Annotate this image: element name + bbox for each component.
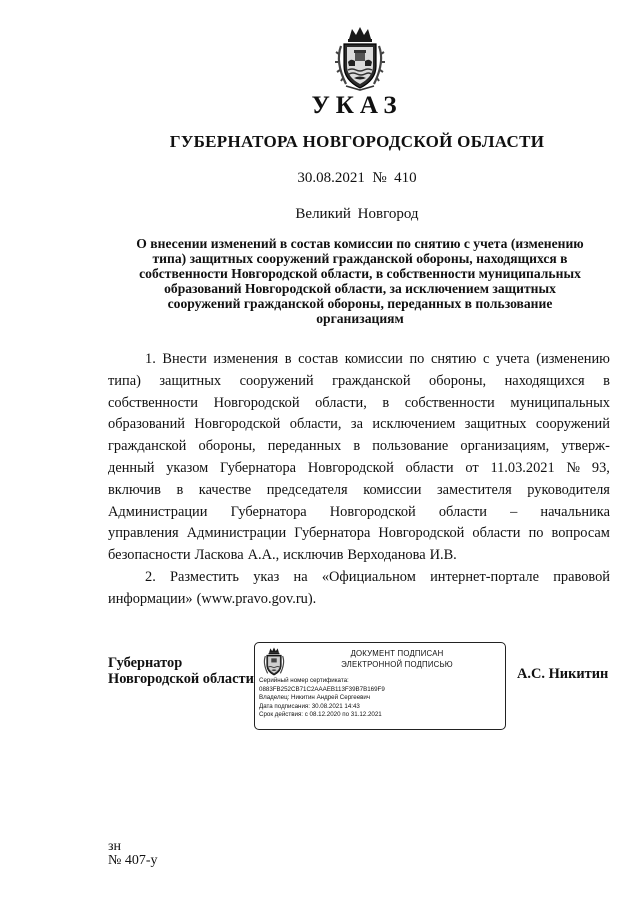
archive-reference	[108, 840, 158, 868]
text-line	[108, 523, 610, 545]
text-line	[108, 502, 610, 524]
word: от	[465, 459, 479, 476]
stamp-coat-of-arms-graphic	[260, 647, 288, 677]
word: сооружений	[535, 416, 610, 433]
word: «Официальном	[321, 568, 416, 585]
number-sign: №	[372, 170, 387, 186]
text-line	[108, 480, 610, 502]
word: указом	[166, 459, 209, 476]
word: состав	[298, 351, 339, 367]
text-line	[108, 393, 610, 415]
word: указ	[253, 568, 280, 585]
word: собственности	[404, 394, 495, 411]
document-body	[108, 349, 610, 611]
word: находящихся	[504, 372, 585, 389]
word: Губернатора	[219, 459, 297, 476]
title-line: собственности Новгородской области, в собственности муниципальных	[139, 266, 581, 281]
stamp-header	[291, 648, 503, 670]
word: 93,	[591, 459, 610, 476]
coat-of-arms-icon	[260, 647, 288, 677]
word: руководителя	[527, 481, 610, 498]
word: учета	[495, 351, 530, 367]
word: заместителя	[436, 481, 512, 498]
word: Губернатора	[230, 503, 307, 520]
word: управления	[108, 525, 179, 542]
word: комиссии	[363, 481, 422, 498]
word: пользование	[372, 438, 449, 455]
stamp-cert-number: 0883FB252CB71C2AAAEB113F39B7B169F9	[259, 685, 385, 693]
word: исключив	[283, 547, 344, 564]
word: обороны,	[198, 438, 256, 455]
word: в	[603, 372, 610, 389]
word: Внести	[162, 351, 207, 367]
title-line: сооружений гражданской обороны, переданных в пользование	[167, 296, 553, 311]
date-number-line	[0, 170, 640, 187]
coat-of-arms-icon	[330, 26, 390, 92]
text-line	[108, 371, 610, 393]
word: типа)	[108, 372, 141, 389]
word: сооружений	[239, 372, 314, 389]
paragraph-1	[108, 349, 610, 567]
document-title	[112, 236, 608, 326]
word: муниципальных	[510, 394, 610, 411]
word: области	[405, 459, 454, 476]
word: (www.pravo.gov.ru).	[196, 590, 317, 607]
word: снятию	[430, 351, 477, 367]
text-line	[108, 458, 610, 480]
archive-line-2: № 407-у	[108, 853, 158, 868]
issuer-title: ГУБЕРНАТОРА НОВГОРОДСКОЙ ОБЛАСТИ	[169, 132, 545, 151]
word: Губернатора	[294, 525, 371, 542]
signer-title-line-1: Губернатор	[108, 655, 183, 671]
title-line: образований Новгородской области, за исключением защитных	[164, 281, 556, 296]
word: комиссии	[344, 351, 403, 367]
word: денный	[108, 459, 155, 476]
document-date: 30.08.2021	[297, 170, 365, 186]
word: (изменению	[536, 351, 610, 367]
word: Новгородской	[213, 394, 300, 411]
word: утверж-	[561, 438, 610, 455]
word: в	[382, 394, 390, 411]
word: председателя	[266, 481, 348, 498]
text-line	[108, 414, 610, 436]
stamp-signed-date: Дата подписания: 30.08.2021 14:43	[259, 702, 360, 710]
text-line	[108, 567, 610, 589]
title-line: типа) защитных сооружений гражданской обороны, находящихся в	[152, 251, 568, 266]
word: организациям,	[460, 438, 550, 455]
word: собственности	[108, 394, 199, 411]
word: 1.	[145, 351, 156, 367]
stamp-owner: Владелец: Никитин Андрей Сергеевич	[259, 694, 371, 702]
title-line: организациям	[316, 311, 404, 326]
archive-line-1: зн	[108, 839, 122, 854]
word: исключением	[372, 416, 456, 433]
word: Администрации	[186, 525, 287, 542]
document-city: Великий Новгород	[295, 206, 419, 222]
word: изменения	[213, 351, 279, 367]
word: 2.	[145, 568, 156, 585]
word: Администрации	[108, 503, 208, 520]
word: в	[284, 351, 292, 367]
word: области	[438, 503, 487, 520]
text-line	[108, 545, 610, 567]
signer-name: А.С. Никитин	[517, 666, 609, 682]
word: области,	[315, 394, 367, 411]
word: включив	[108, 481, 161, 498]
signer-title-line-2: Новгородской области	[108, 671, 254, 687]
word: на	[293, 568, 308, 585]
stamp-details	[259, 677, 385, 720]
word: с	[482, 351, 490, 367]
word: в	[176, 481, 184, 498]
word: Новгородской	[378, 525, 465, 542]
document-type: УКАЗ	[311, 92, 403, 119]
word: Верходанова	[347, 547, 426, 564]
text-line	[108, 589, 610, 611]
word: образований	[108, 416, 185, 433]
word: Новгородской	[194, 416, 281, 433]
word: по	[409, 351, 425, 367]
word: качестве	[198, 481, 252, 498]
stamp-cert-label: Серийный номер сертификата:	[259, 677, 349, 684]
word: правовой	[553, 568, 610, 585]
word: Ласкова	[194, 547, 244, 564]
word: обороны,	[429, 372, 487, 389]
word: Новгородской	[329, 503, 416, 520]
word: гражданской	[332, 372, 411, 389]
stamp-header-line-1: ДОКУМЕНТ ПОДПИСАН	[350, 649, 444, 658]
word: защитных	[464, 416, 527, 433]
word: 11.03.2021	[490, 459, 555, 476]
word: за	[350, 416, 363, 433]
word: области,	[289, 416, 342, 433]
word: интернет-портале	[430, 568, 539, 585]
coat-of-arms-graphic	[330, 26, 390, 92]
word: переданных	[267, 438, 342, 455]
word: защитных	[159, 372, 222, 389]
text-line	[108, 349, 610, 371]
title-line: О внесении изменений в состав комиссии по снятию с учета (изменению	[136, 236, 584, 251]
word: начальника	[540, 503, 610, 520]
word: гражданской	[108, 438, 187, 455]
word: №	[566, 459, 581, 476]
word: вопросам	[551, 525, 610, 542]
word: по	[528, 525, 544, 542]
word: А.А.,	[247, 547, 280, 564]
word: И.В.	[429, 547, 457, 564]
stamp-header-line-2: ЭЛЕКТРОННОЙ ПОДПИСЬЮ	[341, 660, 453, 669]
word: Разместить	[170, 568, 239, 585]
text-line	[108, 436, 610, 458]
word: безопасности	[108, 547, 191, 564]
word: –	[510, 503, 518, 520]
stamp-validity: Срок действия: с 08.12.2020 по 31.12.2021	[259, 711, 382, 719]
word: в	[353, 438, 361, 455]
paragraph-2	[108, 567, 610, 611]
electronic-signature-stamp	[254, 642, 506, 730]
word: информации»	[108, 590, 193, 607]
word: Новгородской	[307, 459, 394, 476]
document-number: 410	[394, 170, 417, 186]
word: области	[472, 525, 521, 542]
signer-title	[108, 655, 254, 687]
